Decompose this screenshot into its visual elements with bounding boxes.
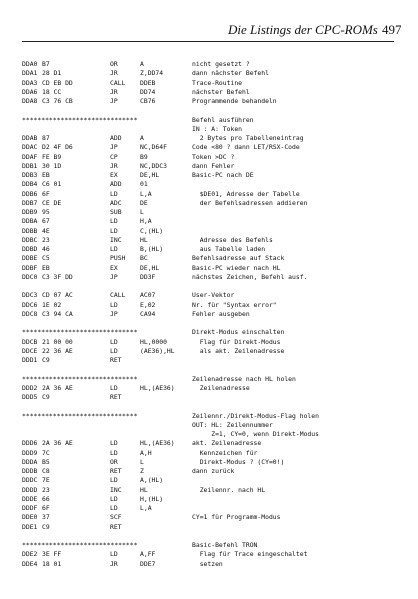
header-rule (22, 41, 394, 42)
comment: Flag für Direkt-Modus (192, 337, 281, 346)
section-title: Direkt-Modus einschalten (192, 328, 285, 337)
separator-stars: ****************************** (22, 115, 138, 124)
listing-line (0, 486, 418, 495)
address: DDD2 (22, 383, 38, 392)
address: DDC3 (22, 291, 38, 300)
comment: dann zurück (192, 467, 235, 475)
listing-line (0, 513, 418, 522)
hex-bytes: 6F (42, 504, 50, 512)
listing-line (0, 162, 418, 171)
mnemonic: PUSH (110, 254, 126, 263)
address: DDE4 (22, 559, 38, 568)
operand: A (140, 60, 144, 68)
address: DDB1 (22, 161, 38, 170)
listing-line (0, 153, 418, 162)
mnemonic: LD (110, 504, 118, 512)
comment: Direkt-Modus ? (CY=0!) (192, 457, 285, 466)
operand: L,A (140, 189, 152, 198)
operand: NC,D64F (140, 143, 167, 152)
address: DDC6 (22, 300, 38, 309)
mnemonic: CALL (110, 291, 126, 300)
address: DDBC (22, 235, 38, 244)
listing-line (0, 69, 418, 78)
operand: DD3F (140, 272, 156, 281)
hex-bytes: CE DE (42, 198, 62, 207)
address: DDBB (22, 226, 38, 235)
listing-line (0, 217, 418, 226)
comment: nicht gesetzt ? (192, 60, 250, 68)
section-header-line (0, 116, 418, 125)
comment: Fehler ausgeben (192, 309, 250, 318)
hex-bytes: C3 3F DD (42, 272, 73, 281)
comment: Basic-PC wieder nach HL (192, 263, 281, 272)
mnemonic: ADC (110, 198, 122, 207)
address: DDA1 (22, 69, 38, 78)
mnemonic: LD (110, 300, 118, 309)
mnemonic: EX (110, 263, 118, 272)
hex-bytes: 87 (42, 134, 50, 142)
hex-bytes: 28 D1 (42, 69, 62, 78)
address: DDD9 (22, 448, 38, 457)
listing-line (0, 125, 418, 134)
address: DDBA (22, 217, 38, 226)
listing-line (0, 301, 418, 310)
hex-bytes: C6 01 (42, 180, 62, 189)
page-header (0, 0, 418, 40)
listing-line (0, 88, 418, 97)
mnemonic: LD (110, 448, 118, 457)
mnemonic: JR (110, 69, 118, 78)
operand: E,02 (140, 300, 156, 309)
mnemonic: CALL (110, 78, 126, 87)
mnemonic: LD (110, 189, 118, 198)
hex-bytes: D2 4F D6 (42, 143, 73, 152)
section-header-line (0, 375, 418, 384)
hex-bytes: 18 CC (42, 87, 62, 96)
hex-bytes: 23 (42, 485, 50, 494)
mnemonic: LD (110, 476, 118, 485)
comment: $DE01, Adresse der Tabelle (192, 189, 300, 198)
address: DDB9 (22, 208, 38, 216)
listing-line (0, 236, 418, 245)
operand: HL,(AE36) (140, 439, 175, 448)
address: DDC8 (22, 309, 38, 318)
comment: nächster Befehl (192, 87, 250, 96)
separator-stars: ****************************** (22, 541, 138, 549)
listing-line (0, 310, 418, 319)
comment: Code <80 ? dann LET/RSX-Code (192, 143, 300, 152)
address: DDCB (22, 337, 38, 346)
operand: BC (140, 254, 148, 263)
address: DDBE (22, 254, 38, 263)
address: DDD5 (22, 393, 38, 401)
listing-line (0, 467, 418, 476)
section-header-line (0, 412, 418, 421)
mnemonic: LD (110, 226, 118, 235)
comment: Befehlsadresse auf Stack (192, 254, 285, 263)
mnemonic: LD (110, 439, 118, 448)
operand: NC,DDC3 (140, 161, 167, 170)
section-header-line (0, 541, 418, 550)
mnemonic: RET (110, 467, 122, 475)
address: DDDF (22, 504, 38, 512)
comment: nächstes Zeichen, Befehl ausf. (192, 272, 308, 281)
operand: (AE36),HL (140, 346, 175, 355)
comment: dann nächster Befehl (192, 69, 269, 78)
operand: HL (140, 235, 148, 244)
comment: akt. Zeilenadresse (192, 439, 262, 448)
hex-bytes: C9 (42, 393, 50, 401)
address: DDBD (22, 245, 38, 253)
listing-line (0, 384, 418, 393)
address: DDCE (22, 346, 38, 355)
section-title: Zeilennr./Direkt-Modus-Flag holen (192, 411, 319, 420)
hex-bytes: C3 94 CA (42, 309, 73, 318)
separator-stars: ****************************** (22, 411, 138, 420)
mnemonic: OR (110, 457, 118, 466)
hex-bytes: 30 1D (42, 161, 62, 170)
address: DDDE (22, 494, 38, 503)
hex-bytes: 95 (42, 208, 50, 216)
address: DDA0 (22, 60, 38, 68)
operand: L (140, 457, 144, 466)
operand: Z,DD74 (140, 69, 164, 78)
listing-line (0, 338, 418, 347)
address: DDDC (22, 476, 38, 485)
mnemonic: ADD (110, 134, 122, 142)
listing-line (0, 476, 418, 485)
mnemonic: RET (110, 356, 122, 364)
comment: Nr. für "Syntax error" (192, 300, 277, 309)
section-title: Basic-Befehl TRON (192, 541, 258, 549)
section-title: Befehl ausführen (192, 115, 254, 124)
hex-bytes: C9 (42, 522, 50, 531)
listing-line (0, 134, 418, 143)
listing-line (0, 439, 418, 448)
hex-bytes: 21 00 00 (42, 337, 73, 346)
running-title: Die Listings der CPC-ROMs (228, 22, 378, 37)
mnemonic: LD (110, 337, 118, 346)
comment: Zeilenadresse (192, 383, 250, 392)
address: DDA3 (22, 78, 38, 87)
listing-line (0, 79, 418, 88)
comment: aus Tabelle laden (192, 245, 266, 253)
address: DDD1 (22, 356, 38, 364)
mnemonic: EX (110, 171, 118, 179)
listing-line (0, 430, 418, 439)
operand: L,A (140, 504, 152, 512)
listing-line (0, 504, 418, 513)
mnemonic: RET (110, 522, 122, 531)
operand: DDE7 (140, 559, 156, 568)
hex-bytes: CD 07 AC (42, 291, 73, 300)
mnemonic: LD (110, 245, 118, 253)
hex-bytes: 1E 02 (42, 300, 62, 309)
listing-line (0, 171, 418, 180)
address: DDAF (22, 152, 38, 161)
listing-line (0, 273, 418, 282)
hex-bytes: EB (42, 263, 50, 272)
separator-stars: ****************************** (22, 374, 138, 383)
hex-bytes: 46 (42, 245, 50, 253)
mnemonic: JR (110, 559, 118, 568)
listing-line (0, 393, 418, 402)
hex-bytes: FE B9 (42, 152, 62, 161)
mnemonic: JR (110, 161, 118, 170)
hex-bytes: B7 (42, 60, 50, 68)
comment: als akt. Zeilenadresse (192, 346, 285, 355)
address: DDE1 (22, 522, 38, 531)
operand: DDEB (140, 78, 156, 87)
listing-line (0, 356, 418, 365)
mnemonic: RET (110, 393, 122, 401)
hex-bytes: C5 (42, 254, 50, 263)
mnemonic: JP (110, 272, 118, 281)
operand: B,(HL) (140, 245, 164, 253)
hex-bytes: 22 36 AE (42, 346, 73, 355)
listing-line (0, 227, 418, 236)
comment: IN : A: Token (192, 124, 243, 133)
operand: A,FF (140, 550, 156, 559)
address: DDD6 (22, 439, 38, 448)
listing-line (0, 550, 418, 559)
hex-bytes: C8 (42, 467, 50, 475)
comment: 2 Bytes pro Tabelleneintrag (192, 134, 304, 142)
mnemonic: JR (110, 87, 118, 96)
section-title: Zeilenadresse nach HL holen (192, 374, 296, 383)
listing-line (0, 264, 418, 273)
address: DDC0 (22, 272, 38, 281)
operand: HL,0000 (140, 337, 167, 346)
hex-bytes: 3E FF (42, 550, 62, 559)
operand: HL,(AE36) (140, 383, 175, 392)
listing-line (0, 245, 418, 254)
operand: 01 (140, 180, 148, 189)
address: DDBF (22, 263, 38, 272)
hex-bytes: 23 (42, 235, 50, 244)
comment: Token >DC ? (192, 152, 235, 161)
assembly-listing (0, 60, 418, 569)
hex-bytes: 7E (42, 476, 50, 485)
comment: Programmende behandeln (192, 97, 277, 105)
operand: H,(HL) (140, 494, 164, 503)
operand: CA94 (140, 309, 156, 318)
operand: DE,HL (140, 263, 160, 272)
operand: H,A (140, 217, 152, 226)
hex-bytes: 2A 36 AE (42, 439, 73, 448)
mnemonic: JP (110, 143, 118, 152)
listing-line (0, 254, 418, 263)
blank-line (0, 106, 418, 115)
mnemonic: OR (110, 60, 118, 68)
operand: DD74 (140, 87, 156, 96)
address: DDDA (22, 457, 38, 466)
hex-bytes: EB (42, 171, 50, 179)
mnemonic: SUB (110, 208, 122, 216)
hex-bytes: 6F (42, 189, 50, 198)
hex-bytes: B5 (42, 457, 50, 466)
mnemonic: LD (110, 217, 118, 226)
listing-line (0, 291, 418, 300)
comment: Basic-PC nach DE (192, 171, 254, 179)
listing-line (0, 458, 418, 467)
address: DDDD (22, 485, 38, 494)
mnemonic: INC (110, 235, 122, 244)
listing-line (0, 495, 418, 504)
address: DDA8 (22, 97, 38, 105)
address: DDB3 (22, 171, 38, 179)
operand: B9 (140, 152, 148, 161)
listing-line (0, 208, 418, 217)
address: DDA6 (22, 87, 38, 96)
hex-bytes: 4E (42, 226, 50, 235)
hex-bytes: 66 (42, 494, 50, 503)
address: DDE0 (22, 513, 38, 522)
hex-bytes: 37 (42, 513, 50, 522)
mnemonic: JP (110, 97, 118, 105)
comment: Z=1, CY=0, wenn Direkt-Modus (192, 430, 319, 438)
comment: Trace-Routine (192, 78, 243, 87)
comment: Kennzeichen für (192, 448, 258, 457)
blank-line (0, 365, 418, 374)
page-number: 497 (382, 22, 402, 37)
address: DDB4 (22, 180, 38, 189)
operand: DE,HL (140, 171, 160, 179)
operand: DE (140, 198, 148, 207)
comment: Flag für Trace eingeschaltet (192, 550, 308, 559)
operand: A,(HL) (140, 476, 164, 485)
section-header-line (0, 328, 418, 337)
listing-line (0, 523, 418, 532)
listing-line (0, 143, 418, 152)
hex-bytes: 67 (42, 217, 50, 226)
hex-bytes: 2A 36 AE (42, 383, 73, 392)
operand: Z (140, 467, 144, 475)
comment: dann Fehler (192, 161, 235, 170)
blank-line (0, 319, 418, 328)
address: DDDB (22, 467, 38, 475)
operand: HL (140, 485, 148, 494)
hex-bytes: C9 (42, 356, 50, 364)
mnemonic: LD (110, 383, 118, 392)
listing-line (0, 60, 418, 69)
mnemonic: LD (110, 346, 118, 355)
mnemonic: JP (110, 309, 118, 318)
listing-line (0, 421, 418, 430)
address: DDB7 (22, 198, 38, 207)
address: DDE2 (22, 550, 38, 559)
mnemonic: INC (110, 485, 122, 494)
comment: OUT: HL: Zeilennummer (192, 420, 273, 429)
comment: setzen (192, 559, 223, 568)
hex-bytes: C3 76 CB (42, 97, 73, 105)
mnemonic: LD (110, 494, 118, 503)
blank-line (0, 282, 418, 291)
comment: CY=1 für Programm-Modus (192, 513, 281, 522)
mnemonic: ADD (110, 180, 122, 189)
listing-line (0, 97, 418, 106)
hex-bytes: CD EB DD (42, 78, 73, 87)
address: DDAB (22, 134, 38, 142)
operand: L (140, 208, 144, 216)
address: DDAC (22, 143, 38, 152)
operand: A (140, 134, 144, 142)
operand: C,(HL) (140, 226, 164, 235)
hex-bytes: 18 01 (42, 559, 62, 568)
listing-line (0, 199, 418, 208)
listing-line (0, 347, 418, 356)
comment: Adresse des Befehls (192, 235, 273, 244)
comment: Zeilennr. nach HL (192, 485, 266, 494)
hex-bytes: 7C (42, 448, 50, 457)
listing-line (0, 449, 418, 458)
operand: A,H (140, 448, 152, 457)
listing-line (0, 190, 418, 199)
operand: CB76 (140, 97, 156, 105)
blank-line (0, 532, 418, 541)
listing-line (0, 180, 418, 189)
operand: AC07 (140, 291, 156, 300)
separator-stars: ****************************** (22, 328, 138, 337)
blank-line (0, 402, 418, 411)
mnemonic: SCF (110, 513, 122, 522)
comment: User-Vektor (192, 291, 235, 300)
address: DDB6 (22, 189, 38, 198)
listing-line (0, 560, 418, 569)
mnemonic: CP (110, 152, 118, 161)
comment: der Befehlsadressen addieren (192, 198, 308, 207)
mnemonic: LD (110, 550, 118, 559)
